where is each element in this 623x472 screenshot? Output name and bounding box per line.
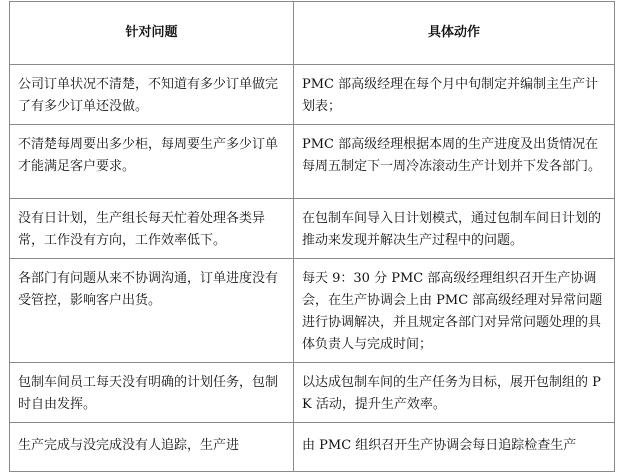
problem-cell: 生产完成与没完成没有人追踪，生产进 bbox=[10, 423, 294, 472]
table-row bbox=[10, 423, 615, 472]
problem-cell: 没有日计划，生产组长每天忙着处理各类异常，工作没有方向，工作效率低下。 bbox=[10, 199, 294, 259]
table-body bbox=[10, 65, 615, 472]
table-row bbox=[10, 199, 615, 259]
action-cell: 每天 9：30 分 PMC 部高级经理组织召开生产协调会，在生产协调会上由 PMC 部高级经理对异常问题进行协调解决，并且规定各部门对异常问题处理的具体负责人与完成时间； bbox=[294, 259, 615, 363]
action-cell: 以达成包制车间的生产任务为目标，展开包制组的 PK 活动，提升生产效率。 bbox=[294, 363, 615, 423]
problem-cell: 不清楚每周要出多少柜，每周要生产多少订单才能满足客户要求。 bbox=[10, 125, 294, 199]
problem-cell: 公司订单状况不清楚，不知道有多少订单做完了有多少订单还没做。 bbox=[10, 65, 294, 125]
problem-action-table bbox=[9, 1, 615, 472]
header-action: 具体动作 bbox=[294, 2, 615, 65]
table-row bbox=[10, 125, 615, 199]
problem-cell: 各部门有问题从来不协调沟通，订单进度没有受管控，影响客户出货。 bbox=[10, 259, 294, 363]
table-row bbox=[10, 259, 615, 363]
header-problem: 针对问题 bbox=[10, 2, 294, 65]
problem-cell: 包制车间员工每天没有明确的计划任务，包制时自由发挥。 bbox=[10, 363, 294, 423]
table-row bbox=[10, 65, 615, 125]
table-header bbox=[10, 2, 615, 65]
table-row bbox=[10, 363, 615, 423]
header-row bbox=[10, 2, 615, 65]
action-cell: 由 PMC 组织召开生产协调会每日追踪检查生产 bbox=[294, 423, 615, 472]
action-cell: 在包制车间导入日计划模式，通过包制车间日计划的推动来发现并解决生产过程中的问题。 bbox=[294, 199, 615, 259]
action-cell: PMC 部高级经理根据本周的生产进度及出货情况在每周五制定下一周冷冻滚动生产计划并下发各部门。 bbox=[294, 125, 615, 199]
action-cell: PMC 部高级经理在每个月中旬制定并编制主生产计划表； bbox=[294, 65, 615, 125]
